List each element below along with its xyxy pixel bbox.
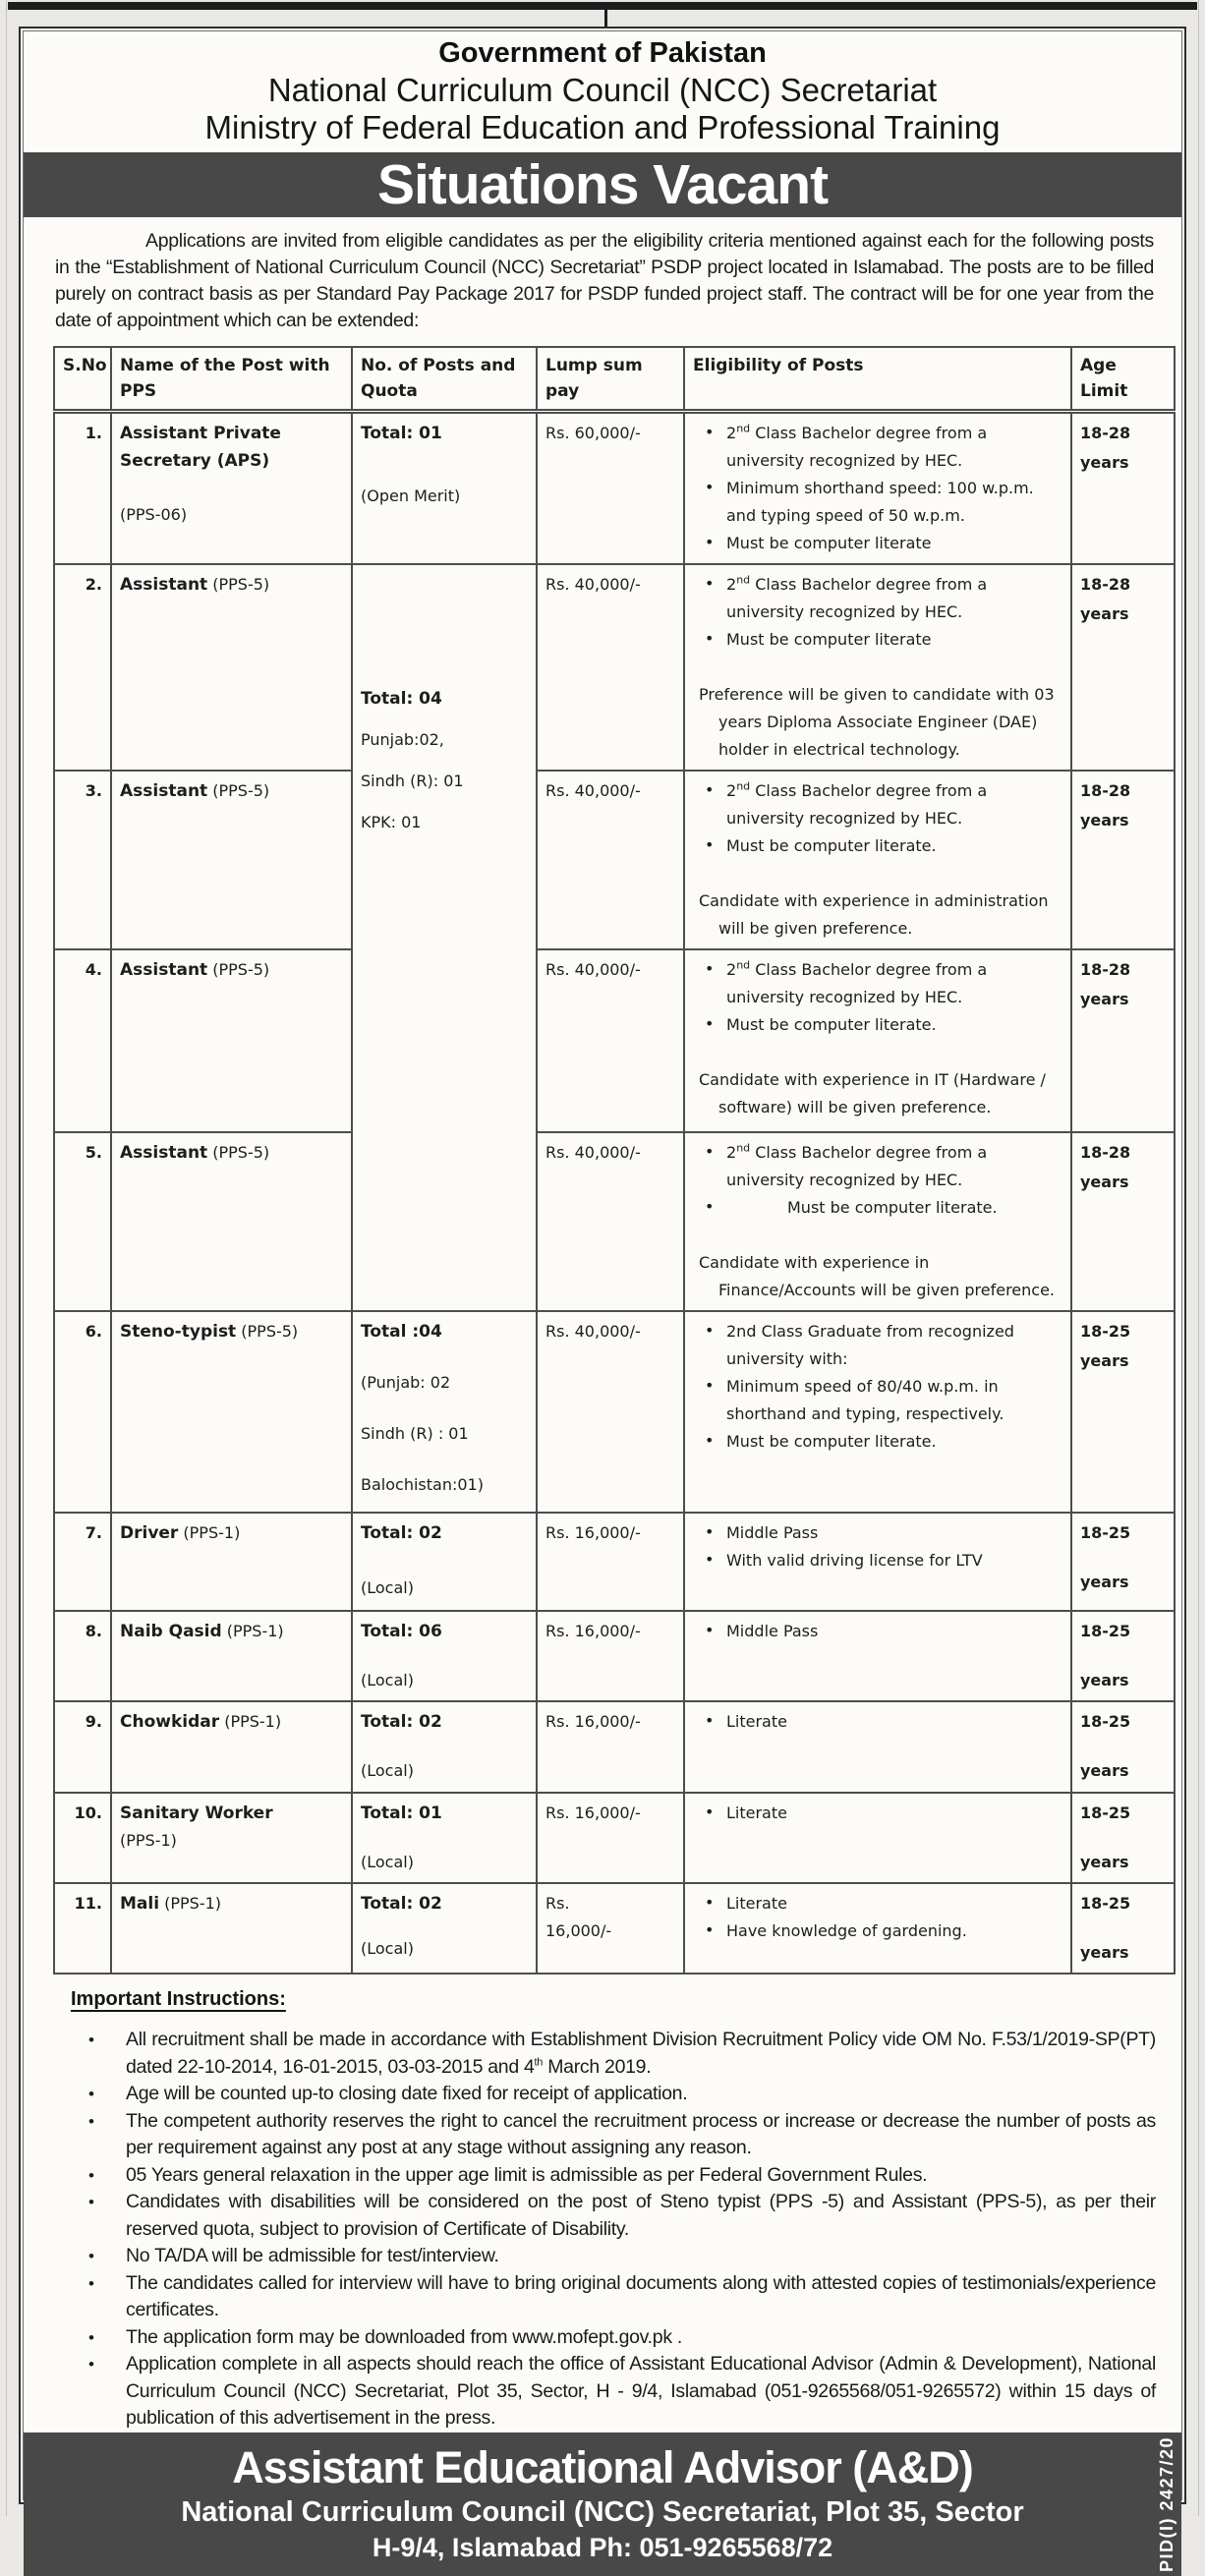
post-name-cell bbox=[111, 949, 352, 1132]
eligibility-cell bbox=[684, 1311, 1071, 1513]
eligibility-bullet: • Middle Pass bbox=[693, 1618, 1062, 1645]
eligibility-bullet: • 2nd Class Bachelor degree from a university recognized by HEC. bbox=[693, 1139, 1062, 1194]
post-name: Mali bbox=[120, 1894, 160, 1914]
bullet-icon: • bbox=[705, 1893, 715, 1912]
instruction-text: Candidates with disabilities will be considered on the post of Steno typist (PPS -5) and Assistant (PPS-5), as per their reserved quota, subject to provision of Certificate of Disability. bbox=[126, 2191, 1156, 2240]
bullet-icon: • bbox=[88, 2273, 94, 2293]
age-limit-cell bbox=[1071, 564, 1175, 771]
eligibility-cell bbox=[684, 564, 1071, 771]
post-name-cell bbox=[111, 564, 352, 771]
quota-line: Total: 04 bbox=[361, 689, 442, 709]
column-header-0: S.No bbox=[54, 347, 111, 412]
posts-quota-cell bbox=[352, 412, 537, 565]
lump-sum-pay-cell bbox=[537, 412, 684, 565]
bullet-icon: • bbox=[705, 574, 715, 593]
post-name: Assistant bbox=[120, 575, 208, 595]
eligibility-cell bbox=[684, 771, 1071, 949]
post-grade: (PPS-1) bbox=[159, 1894, 222, 1913]
quota-line: Total: 06 bbox=[361, 1622, 442, 1641]
serial-number-cell: 9. bbox=[54, 1701, 111, 1793]
age-line: 18-25 bbox=[1080, 1803, 1131, 1822]
bullet-icon: • bbox=[705, 1522, 715, 1541]
bullet-icon: • bbox=[705, 959, 715, 978]
intro-paragraph: Applications are invited from eligible candidates as per the eligibility criteria mentioned against each for the following posts in the “Establishment of National Curriculum Council (NCC) Secretariat” PSDP project located in Islamabad. The posts are to be filled purely on contract basis as per Standard Pay Package 2017 for PSDP funded project staff. The contract will be for one year from the date of appointment which can be extended: bbox=[55, 230, 1154, 331]
table-row-4 bbox=[54, 949, 1175, 1132]
post-name-cell bbox=[111, 412, 352, 565]
eligibility-bullet: • Minimum shorthand speed: 100 w.p.m. and typing speed of 50 w.p.m. bbox=[693, 475, 1062, 530]
bullet-icon: • bbox=[88, 2085, 94, 2103]
age-limit-cell bbox=[1071, 1132, 1175, 1311]
column-header-5: Age Limit bbox=[1071, 347, 1175, 412]
eligibility-bullet: • Must be computer literate. bbox=[693, 832, 1062, 860]
age-line: years bbox=[1080, 1761, 1129, 1780]
instruction-text: All recruitment shall be made in accordance with Establishment Division Recruitment Policy vide OM No. F.53/1/2019-SP(PT) dated 22-10-2014, 16-01-2015, 03-03-2015 and 4th March 2019. bbox=[126, 2029, 1156, 2078]
posts-quota-cell bbox=[352, 1883, 537, 1974]
eligibility-cell bbox=[684, 1132, 1071, 1311]
posts-quota-cell bbox=[352, 1701, 537, 1793]
eligibility-bullet: • 2nd Class Bachelor degree from a university recognized by HEC. bbox=[693, 420, 1062, 475]
age-line: 18-28 bbox=[1080, 575, 1131, 594]
table-row-9 bbox=[54, 1701, 1175, 1793]
eligibility-bullet: • 2nd Class Bachelor degree from a university recognized by HEC. bbox=[693, 956, 1062, 1011]
quota-line: (Local) bbox=[361, 1939, 414, 1958]
post-name: Assistant bbox=[120, 781, 208, 801]
quota-line: Total: 02 bbox=[361, 1712, 442, 1732]
posts-quota-cell bbox=[352, 564, 537, 1311]
pay-line: Rs. 16,000/- bbox=[545, 1712, 641, 1731]
post-grade: (PPS-5) bbox=[207, 1143, 270, 1162]
table-header bbox=[54, 347, 1175, 412]
table-row-7 bbox=[54, 1513, 1175, 1611]
lump-sum-pay-cell bbox=[537, 1611, 684, 1701]
bullet-icon: • bbox=[705, 1197, 715, 1216]
quota-line: Total: 02 bbox=[361, 1894, 442, 1914]
age-limit-cell bbox=[1071, 1701, 1175, 1793]
serial-number-cell: 4. bbox=[54, 949, 111, 1132]
eligibility-bullet: • Literate bbox=[693, 1800, 1062, 1827]
eligibility-bullet: • 2nd Class Graduate from recognized university with: bbox=[693, 1318, 1062, 1373]
eligibility-bullet: • Must be computer literate. bbox=[693, 1011, 1062, 1039]
lump-sum-pay-cell bbox=[537, 1513, 684, 1611]
instruction-item-1 bbox=[79, 2027, 1156, 2081]
column-header-4: Eligibility of Posts bbox=[684, 347, 1071, 412]
age-line: 18-28 bbox=[1080, 424, 1131, 442]
instruction-item-4 bbox=[79, 2162, 1156, 2190]
table-body bbox=[54, 412, 1175, 1975]
table-row-5 bbox=[54, 1132, 1175, 1311]
bullet-icon: • bbox=[88, 2165, 94, 2185]
bullet-icon: • bbox=[705, 835, 715, 854]
post-grade: (PPS-5) bbox=[207, 575, 270, 594]
bullet-icon: • bbox=[705, 1142, 715, 1161]
age-limit-cell bbox=[1071, 1513, 1175, 1611]
advert bbox=[23, 30, 1182, 2572]
age-line: years bbox=[1080, 604, 1129, 623]
pay-line: Rs. 16,000/- bbox=[545, 1803, 641, 1822]
bullet-icon: • bbox=[705, 423, 715, 441]
eligibility-bullet: • Middle Pass bbox=[693, 1519, 1062, 1547]
instructions-list bbox=[79, 2027, 1156, 2433]
post-name: Sanitary Worker bbox=[120, 1803, 273, 1823]
serial-number-cell: 6. bbox=[54, 1311, 111, 1513]
bullet-icon: • bbox=[88, 2247, 94, 2265]
quota-line: Total: 02 bbox=[361, 1523, 442, 1543]
footer-officer-title: Assistant Educational Advisor (A&D) bbox=[232, 2441, 973, 2492]
serial-number-cell: 5. bbox=[54, 1132, 111, 1311]
newspaper-column-divider-tick bbox=[604, 10, 607, 28]
age-line: 18-25 bbox=[1080, 1322, 1131, 1341]
bullet-icon: • bbox=[88, 2111, 94, 2131]
instruction-item-7 bbox=[79, 2270, 1156, 2324]
age-line: years bbox=[1080, 1173, 1129, 1191]
quota-line: Total: 01 bbox=[361, 1803, 442, 1823]
preference-note: Preference will be given to candidate with 03 years Diploma Associate Engineer (DAE) holder in electrical technology. bbox=[699, 685, 1055, 759]
preference-note: Candidate with experience in Finance/Accounts will be given preference. bbox=[699, 1253, 1055, 1299]
post-name: Assistant Private Secretary (APS) bbox=[120, 424, 281, 471]
preference-note: Candidate with experience in administration will be given preference. bbox=[699, 891, 1049, 938]
pay-line: Rs. 40,000/- bbox=[545, 1322, 641, 1341]
quota-line: (Local) bbox=[361, 1578, 414, 1597]
instruction-item-8 bbox=[79, 2324, 1156, 2352]
post-grade: (PPS-06) bbox=[120, 505, 188, 524]
table-header-row bbox=[54, 347, 1175, 412]
instruction-item-9 bbox=[79, 2351, 1156, 2433]
table-row-11 bbox=[54, 1883, 1175, 1974]
lump-sum-pay-cell bbox=[537, 1883, 684, 1974]
quota-line: (Local) bbox=[361, 1671, 414, 1689]
pay-line: Rs. bbox=[545, 1894, 570, 1913]
eligibility-bullet: • With valid driving license for LTV bbox=[693, 1547, 1062, 1574]
post-name: Assistant bbox=[120, 1143, 208, 1163]
bullet-icon: • bbox=[705, 1920, 715, 1939]
advert-outer-border bbox=[19, 27, 1186, 2572]
eligibility-cell bbox=[684, 1701, 1071, 1793]
post-grade: (PPS-1) bbox=[219, 1712, 282, 1731]
lump-sum-pay-cell bbox=[537, 1132, 684, 1311]
post-name: Naib Qasid bbox=[120, 1622, 222, 1641]
age-line: years bbox=[1080, 1943, 1129, 1962]
quota-line: Total: 01 bbox=[361, 424, 442, 443]
age-line: years bbox=[1080, 1351, 1129, 1370]
posts-quota-cell bbox=[352, 1611, 537, 1701]
bullet-icon: • bbox=[705, 1621, 715, 1639]
eligibility-bullet: • Must be computer literate. bbox=[693, 1194, 1062, 1222]
age-line: years bbox=[1080, 453, 1129, 472]
pay-line: Rs. 40,000/- bbox=[545, 575, 641, 594]
age-limit-cell bbox=[1071, 412, 1175, 565]
post-grade: (PPS-5) bbox=[207, 781, 270, 800]
table-row-3 bbox=[54, 771, 1175, 949]
instructions-section bbox=[71, 1988, 1156, 2433]
eligibility-cell bbox=[684, 412, 1071, 565]
age-limit-cell bbox=[1071, 1883, 1175, 1974]
post-grade: (PPS-5) bbox=[207, 960, 270, 979]
pay-line: 16,000/- bbox=[545, 1921, 612, 1940]
pay-line: Rs. 16,000/- bbox=[545, 1622, 641, 1640]
footer-address-line2: H-9/4, Islamabad Ph: 051-9265568/72 bbox=[372, 2532, 833, 2562]
quota-line: (Local) bbox=[361, 1853, 414, 1871]
eligibility-bullet: • Must be computer literate. bbox=[693, 1428, 1062, 1456]
banner-title: Situations Vacant bbox=[376, 153, 829, 216]
eligibility-bullet: • 2nd Class Bachelor degree from a university recognized by HEC. bbox=[693, 777, 1062, 832]
lump-sum-pay-cell bbox=[537, 1311, 684, 1513]
eligibility-cell bbox=[684, 1513, 1071, 1611]
age-line: years bbox=[1080, 811, 1129, 830]
newspaper-column-rule-right bbox=[1198, 0, 1199, 2516]
age-line: years bbox=[1080, 1573, 1129, 1591]
quota-line: (Open Merit) bbox=[361, 487, 461, 505]
lump-sum-pay-cell bbox=[537, 1701, 684, 1793]
posts-quota-cell bbox=[352, 1513, 537, 1611]
post-grade: (PPS-1) bbox=[120, 1831, 177, 1850]
eligibility-bullet: • Literate bbox=[693, 1890, 1062, 1918]
quota-line: KPK: 01 bbox=[361, 813, 422, 831]
age-line: 18-25 bbox=[1080, 1523, 1131, 1542]
bullet-icon: • bbox=[705, 1376, 715, 1395]
instruction-text: Application complete in all aspects should reach the office of Assistant Educational Advisor (Admin & Development), National Curriculum Council (NCC) Secretariat, Plot 35, Sector, H - 9/4, Islamabad (051-9265568/051-9265572) within 15 days of publication of this advertisement in the press. bbox=[126, 2353, 1156, 2429]
quota-line: Sindh (R) : 01 bbox=[361, 1424, 469, 1443]
post-name-cell bbox=[111, 1793, 352, 1883]
lump-sum-pay-cell bbox=[537, 771, 684, 949]
post-name: Assistant bbox=[120, 960, 208, 980]
eligibility-bullet: • Minimum speed of 80/40 w.p.m. in shorthand and typing, respectively. bbox=[693, 1373, 1062, 1428]
pay-line: Rs. 16,000/- bbox=[545, 1523, 641, 1542]
quota-line: Balochistan:01) bbox=[361, 1475, 484, 1494]
instruction-item-5 bbox=[79, 2189, 1156, 2243]
bullet-icon: • bbox=[705, 1321, 715, 1340]
age-line: 18-25 bbox=[1080, 1894, 1131, 1913]
lump-sum-pay-cell bbox=[537, 1793, 684, 1883]
age-line: years bbox=[1080, 1853, 1129, 1871]
age-limit-cell bbox=[1071, 771, 1175, 949]
serial-number-cell: 2. bbox=[54, 564, 111, 771]
masthead bbox=[24, 31, 1181, 145]
eligibility-bullet: • Must be computer literate bbox=[693, 626, 1062, 654]
pay-line: Rs. 40,000/- bbox=[545, 960, 641, 979]
table-row-1 bbox=[54, 412, 1175, 565]
instruction-text: 05 Years general relaxation in the upper age limit is admissible as per Federal Government Rules. bbox=[126, 2163, 928, 2186]
column-header-2: No. of Posts and Quota bbox=[352, 347, 537, 412]
situations-vacant-banner bbox=[24, 152, 1181, 217]
newspaper-column-rule-left bbox=[6, 0, 7, 2516]
serial-number-cell: 10. bbox=[54, 1793, 111, 1883]
pay-line: Rs. 40,000/- bbox=[545, 1143, 641, 1162]
age-limit-cell bbox=[1071, 1793, 1175, 1883]
bullet-icon: • bbox=[705, 1803, 715, 1821]
government-title: Government of Pakistan bbox=[438, 37, 767, 69]
age-limit-cell bbox=[1071, 949, 1175, 1132]
post-name-cell bbox=[111, 1611, 352, 1701]
bullet-icon: • bbox=[88, 2327, 94, 2347]
preference-note: Candidate with experience in IT (Hardware / software) will be given preference. bbox=[699, 1070, 1046, 1116]
bullet-icon: • bbox=[705, 780, 715, 799]
post-name-cell bbox=[111, 1311, 352, 1513]
newspaper-top-rule bbox=[8, 2, 1197, 10]
eligibility-cell bbox=[684, 1611, 1071, 1701]
bullet-icon: • bbox=[705, 1550, 715, 1569]
post-name-cell bbox=[111, 1132, 352, 1311]
age-line: 18-28 bbox=[1080, 960, 1131, 979]
table-row-2 bbox=[54, 564, 1175, 771]
serial-number-cell: 1. bbox=[54, 412, 111, 565]
age-line: 18-28 bbox=[1080, 781, 1131, 800]
instruction-text: Age will be counted up-to closing date fixed for receipt of application. bbox=[126, 2083, 688, 2104]
eligibility-bullet: • Literate bbox=[693, 1708, 1062, 1736]
age-line: 18-25 bbox=[1080, 1712, 1131, 1731]
instructions-heading: Important Instructions: bbox=[71, 1988, 286, 2010]
instruction-item-3 bbox=[79, 2108, 1156, 2162]
ministry-title: Ministry of Federal Education and Professional Training bbox=[204, 109, 1001, 145]
eligibility-bullet: • Must be computer literate bbox=[693, 530, 1062, 557]
eligibility-bullet: • Have knowledge of gardening. bbox=[693, 1918, 1062, 1945]
age-line: 18-28 bbox=[1080, 1143, 1131, 1162]
posts-quota-cell bbox=[352, 1311, 537, 1513]
quota-line: (Punjab: 02 bbox=[361, 1373, 451, 1392]
eligibility-cell bbox=[684, 1883, 1071, 1974]
table-row-6 bbox=[54, 1311, 1175, 1513]
serial-number-cell: 7. bbox=[54, 1513, 111, 1611]
quota-line: Sindh (R): 01 bbox=[361, 772, 464, 790]
age-line: years bbox=[1080, 1671, 1129, 1689]
serial-number-cell: 11. bbox=[54, 1883, 111, 1974]
posts-quota-cell bbox=[352, 1793, 537, 1883]
department-title: National Curriculum Council (NCC) Secretariat bbox=[267, 72, 938, 108]
instruction-text: No TA/DA will be admissible for test/interview. bbox=[126, 2245, 499, 2266]
quota-line: Total :04 bbox=[361, 1322, 442, 1342]
instruction-text: The application form may be downloaded from www.mofept.gov.pk . bbox=[126, 2325, 683, 2348]
post-grade: (PPS-1) bbox=[221, 1622, 284, 1640]
serial-number-cell: 3. bbox=[54, 771, 111, 949]
bullet-icon: • bbox=[88, 2355, 94, 2374]
post-grade: (PPS-5) bbox=[236, 1322, 299, 1341]
bullet-icon: • bbox=[705, 1711, 715, 1730]
pay-line: Rs. 40,000/- bbox=[545, 781, 641, 800]
eligibility-cell bbox=[684, 1793, 1071, 1883]
eligibility-bullet: • 2nd Class Bachelor degree from a university recognized by HEC. bbox=[693, 571, 1062, 626]
pay-line: Rs. 60,000/- bbox=[545, 424, 641, 442]
quota-line: Punjab:02, bbox=[361, 730, 444, 749]
bullet-icon: • bbox=[88, 2031, 94, 2049]
lump-sum-pay-cell bbox=[537, 564, 684, 771]
footer-address-line1: National Curriculum Council (NCC) Secretariat, Plot 35, Sector bbox=[181, 2495, 1024, 2528]
lump-sum-pay-cell bbox=[537, 949, 684, 1132]
instruction-item-6 bbox=[79, 2243, 1156, 2270]
instruction-text: The competent authority reserves the right to cancel the recruitment process or increase or decrease the number of posts as per requirement against any post at any stage without assigning any reason. bbox=[126, 2109, 1156, 2158]
post-name-cell bbox=[111, 1883, 352, 1974]
bullet-icon: • bbox=[88, 2193, 94, 2211]
footer-banner bbox=[24, 2433, 1181, 2576]
column-header-1: Name of the Post with PPS bbox=[111, 347, 352, 412]
post-name-cell bbox=[111, 1701, 352, 1793]
table-row-10 bbox=[54, 1793, 1175, 1883]
age-line: years bbox=[1080, 990, 1129, 1008]
bullet-icon: • bbox=[705, 478, 715, 496]
instruction-text: The candidates called for interview will have to bring original documents along with attested copies of testimonials/experience certificates. bbox=[126, 2271, 1156, 2320]
age-line: 18-25 bbox=[1080, 1622, 1131, 1640]
post-name: Driver bbox=[120, 1523, 179, 1543]
bullet-icon: • bbox=[705, 1431, 715, 1450]
bullet-icon: • bbox=[705, 629, 715, 648]
quota-line: (Local) bbox=[361, 1761, 414, 1780]
post-name-cell bbox=[111, 771, 352, 949]
bullet-icon: • bbox=[705, 533, 715, 551]
instruction-item-2 bbox=[79, 2081, 1156, 2108]
eligibility-cell bbox=[684, 949, 1071, 1132]
vacancies-table bbox=[53, 346, 1176, 1975]
age-limit-cell bbox=[1071, 1311, 1175, 1513]
bullet-icon: • bbox=[705, 1014, 715, 1033]
column-header-3: Lump sum pay bbox=[537, 347, 684, 412]
serial-number-cell: 8. bbox=[54, 1611, 111, 1701]
post-name: Chowkidar bbox=[120, 1712, 220, 1732]
age-limit-cell bbox=[1071, 1611, 1175, 1701]
post-name-cell bbox=[111, 1513, 352, 1611]
post-name: Steno-typist bbox=[120, 1322, 237, 1342]
table-row-8 bbox=[54, 1611, 1175, 1701]
pid-reference: PID(I) 2427/20 bbox=[1157, 2435, 1176, 2572]
post-grade: (PPS-1) bbox=[178, 1523, 241, 1542]
